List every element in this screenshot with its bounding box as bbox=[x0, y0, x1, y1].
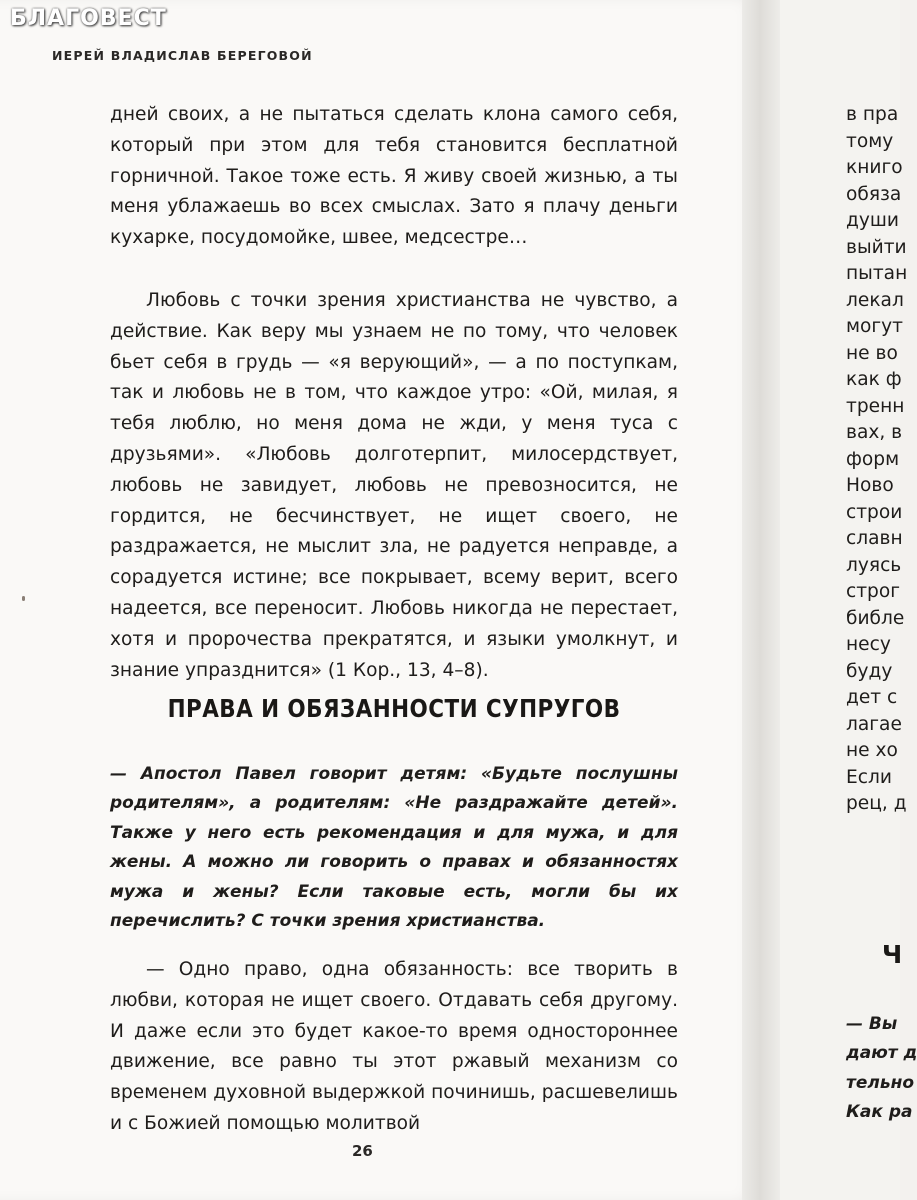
paragraph-2: Любовь с точки зрения христианства не чувство, а действие. Как веру мы узнаем не по тому, что человек бьет себя в грудь — «я верующий», — а по поступкам, так и любовь не в том, что каждое утро: «Ой, милая, я тебя люблю, но меня дома не жди, у меня туса с друзьями». «Любовь долготерпит, милосердствует, любовь не завидует, любовь не превозносится, не гордится, не бесчинствует, не ищет своего, не раздражается, не мыслит зла, не радуется неправде, а сорадуется истине; все покрывает, всему верит, всего надеется, все переносит. Любовь никогда не перестает, хотя и пророчества прекратятся, и языки умолкнут, и знание упразднится» (1 Кор., 13, 4–8). bbox=[110, 289, 678, 681]
right-page-line: луясь bbox=[846, 554, 902, 576]
right-page-line: лекал bbox=[846, 289, 904, 311]
right-page-line: строг bbox=[846, 581, 901, 602]
page-number: 26 bbox=[352, 1142, 373, 1160]
right-page-line: тому bbox=[846, 130, 894, 152]
right-page-line: могут bbox=[846, 316, 904, 337]
right-page-line: строи bbox=[846, 501, 903, 523]
answer-paragraph: — Одно право, одна обязанность: все творить в любви, которая не ищет своего. Отдавать себя другому. И даже если это будет какое-то время одностороннее движение, все равно ты этот ржавый механизм со временем духовной выдержкой починишь, расшевелишь и с Божией помощью молитвой bbox=[110, 959, 678, 1134]
right-page-line: Ново bbox=[846, 475, 894, 496]
right-page-line: не во bbox=[846, 342, 898, 364]
right-page-question-line: дают д bbox=[846, 1043, 917, 1064]
right-page-line: дет с bbox=[846, 687, 898, 708]
right-page-line: не хо bbox=[846, 740, 898, 761]
paper-speck bbox=[22, 596, 25, 601]
right-page-line: тренн bbox=[846, 395, 905, 417]
book-gutter bbox=[742, 0, 782, 1200]
right-page-question-line: — Вы bbox=[846, 1014, 898, 1034]
right-page-line: вах, в bbox=[846, 422, 903, 443]
right-page-line: Если bbox=[846, 766, 892, 788]
interview-answer bbox=[110, 955, 678, 1140]
right-page-question-line: тельно bbox=[846, 1072, 915, 1093]
right-page-line: в пра bbox=[846, 104, 899, 125]
right-page-line: пытан bbox=[846, 263, 908, 284]
running-head: ИЕРЕЙ ВЛАДИСЛАВ БЕРЕГОВОЙ bbox=[52, 48, 313, 63]
right-page-line: души bbox=[846, 210, 899, 231]
right-page-question-line: Как ра bbox=[846, 1102, 913, 1123]
paragraph-1: дней своих, а не пытаться сделать клона самого себя, который при этом для тебя становится бесплатной горничной. Такое тоже есть. Я живу своей жизнью, а ты меня ублажаешь во всех смыслах. Зато я плачу деньги кухарке, посудомойке, швее, медсестре… bbox=[110, 104, 678, 249]
body-text-top bbox=[110, 100, 678, 686]
interview-question: — Апостол Павел говорит детям: «Будьте послушны родителям», а родителям: «Не раздражайте детей». Также у него есть рекомендация и для мужа, и для жены. А можно ли говорить о правах и обязанностях мужа и жены? Если таковые есть, могли бы их перечислить? С точки зрения христианства. bbox=[110, 764, 678, 932]
right-page-line: славн bbox=[846, 528, 903, 549]
right-page-line: обяза bbox=[846, 183, 902, 205]
right-page-line: буду bbox=[846, 660, 893, 682]
section-heading: ПРАВА И ОБЯЗАННОСТИ СУПРУГОВ bbox=[167, 694, 621, 723]
right-page bbox=[780, 0, 917, 1200]
right-page-line: библе bbox=[846, 607, 905, 629]
right-page-line: лагае bbox=[846, 713, 902, 735]
right-page-heading: Ч bbox=[882, 940, 903, 969]
right-page-line: несу bbox=[846, 634, 891, 655]
right-page-line: выйти bbox=[846, 236, 907, 258]
right-page-line: книго bbox=[846, 157, 903, 178]
right-page-line: рец, д bbox=[846, 793, 907, 814]
right-page-line: форм bbox=[846, 448, 900, 470]
right-page-line: как ф bbox=[846, 369, 902, 390]
watermark-logo: БЛАГОВЕСТ bbox=[10, 6, 167, 31]
